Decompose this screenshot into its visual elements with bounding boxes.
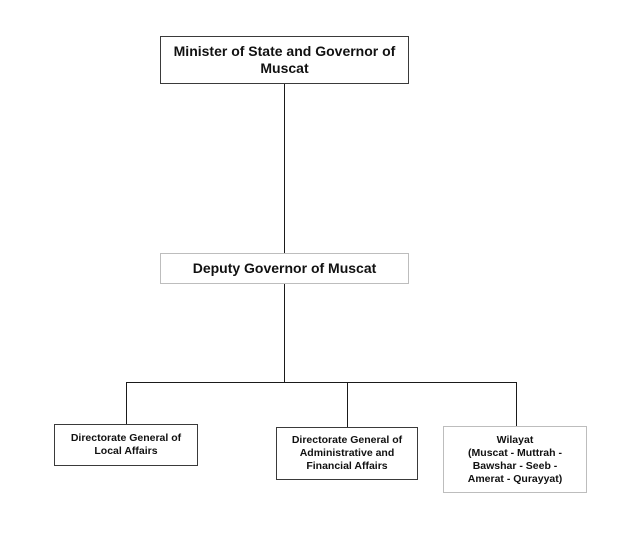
node-directorate-local-affairs: Directorate General of Local Affairs — [54, 424, 198, 466]
node-deputy-governor: Deputy Governor of Muscat — [160, 253, 409, 284]
node-wilayat: Wilayat (Muscat - Muttrah - Bawshar - Seeb - Amerat - Qurayyat) — [443, 426, 587, 493]
node-minister-governor: Minister of State and Governor of Muscat — [160, 36, 409, 84]
node-directorate-admin-financial-affairs: Directorate General of Administrative and Financial Affairs — [276, 427, 418, 480]
